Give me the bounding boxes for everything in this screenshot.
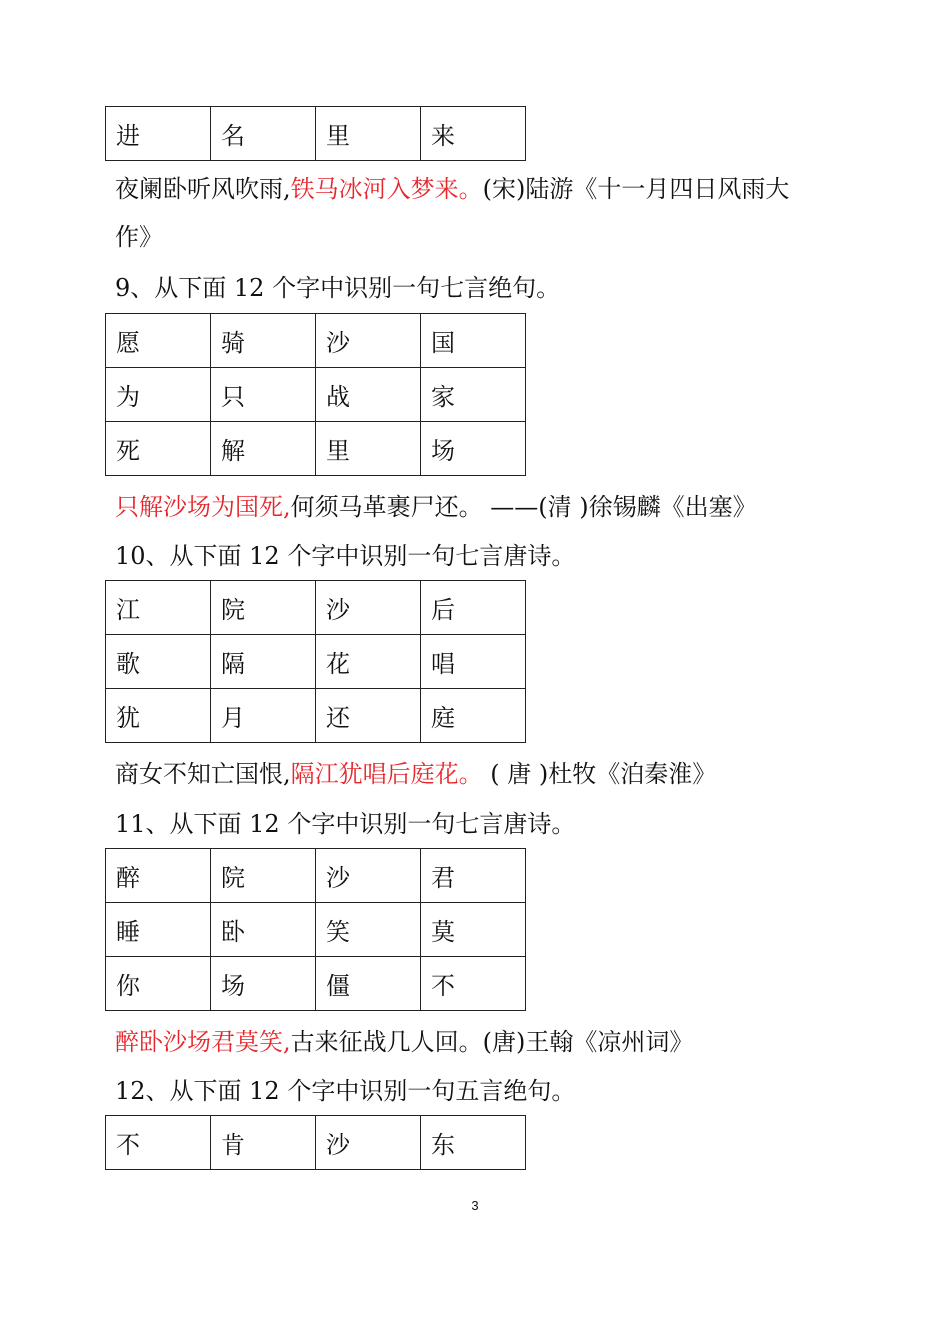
char-grid-8 xyxy=(105,106,526,161)
grid-cell: 来 xyxy=(421,107,526,161)
answer-prefix: 商女不知亡国恨, xyxy=(115,760,291,788)
grid-row xyxy=(106,635,526,689)
grid-cell: 睡 xyxy=(106,903,211,957)
page-number: 3 xyxy=(471,1198,479,1213)
grid-cell: 还 xyxy=(316,689,421,743)
grid-cell: 骑 xyxy=(211,314,316,368)
grid-row xyxy=(106,368,526,422)
answer-9 xyxy=(115,492,757,522)
grid-cell: 醉 xyxy=(106,849,211,903)
grid-cell: 只 xyxy=(211,368,316,422)
question-9: 9、从下面 12 个字中识别一句七言绝句。 xyxy=(115,274,561,302)
grid-cell: 唱 xyxy=(421,635,526,689)
answer-highlight: 隔江犹唱后庭花。 xyxy=(290,760,483,788)
answer-source: ( 唐 )杜牧《泊秦淮》 xyxy=(482,760,717,788)
grid-cell: 愿 xyxy=(106,314,211,368)
answer-source: (宋)陆游《十一月四日风雨大 xyxy=(482,175,790,203)
grid-cell: 庭 xyxy=(421,689,526,743)
grid-cell: 隔 xyxy=(211,635,316,689)
answer-10 xyxy=(115,759,716,789)
grid-cell: 沙 xyxy=(316,581,421,635)
answer-prefix: 夜阑卧听风吹雨, xyxy=(115,175,291,203)
grid-cell: 月 xyxy=(211,689,316,743)
grid-cell: 沙 xyxy=(316,1116,421,1170)
grid-cell: 笑 xyxy=(316,903,421,957)
grid-cell: 名 xyxy=(211,107,316,161)
grid-row xyxy=(106,581,526,635)
grid-cell: 君 xyxy=(421,849,526,903)
answer-source: 何须马革裹尸还。 ——(清 )徐锡麟《出塞》 xyxy=(290,493,757,521)
grid-cell: 卧 xyxy=(211,903,316,957)
char-grid-10 xyxy=(105,580,526,743)
grid-row xyxy=(106,903,526,957)
grid-cell: 你 xyxy=(106,957,211,1011)
grid-row xyxy=(106,314,526,368)
answer-highlight: 醉卧沙场君莫笑, xyxy=(115,1028,291,1056)
grid-cell: 进 xyxy=(106,107,211,161)
grid-cell: 犹 xyxy=(106,689,211,743)
grid-cell: 院 xyxy=(211,849,316,903)
answer-8 xyxy=(115,174,789,204)
grid-row xyxy=(106,422,526,476)
grid-cell: 沙 xyxy=(316,849,421,903)
grid-cell: 花 xyxy=(316,635,421,689)
grid-cell: 死 xyxy=(106,422,211,476)
grid-cell: 里 xyxy=(316,107,421,161)
char-grid-11 xyxy=(105,848,526,1011)
grid-cell: 不 xyxy=(421,957,526,1011)
grid-row xyxy=(106,107,526,161)
grid-row xyxy=(106,1116,526,1170)
answer-highlight: 只解沙场为国死, xyxy=(115,493,291,521)
grid-cell: 为 xyxy=(106,368,211,422)
answer-highlight: 铁马冰河入梦来。 xyxy=(290,175,483,203)
answer-11 xyxy=(115,1027,693,1057)
grid-cell: 沙 xyxy=(316,314,421,368)
grid-cell: 后 xyxy=(421,581,526,635)
answer-source: 古来征战几人回。(唐)王翰《凉州词》 xyxy=(290,1028,694,1056)
answer-8-cont: 作》 xyxy=(115,223,163,251)
question-10: 10、从下面 12 个字中识别一句七言唐诗。 xyxy=(115,542,576,570)
grid-cell: 里 xyxy=(316,422,421,476)
grid-cell: 场 xyxy=(211,957,316,1011)
grid-cell: 不 xyxy=(106,1116,211,1170)
grid-row xyxy=(106,957,526,1011)
grid-cell: 僵 xyxy=(316,957,421,1011)
grid-cell: 东 xyxy=(421,1116,526,1170)
question-11: 11、从下面 12 个字中识别一句七言唐诗。 xyxy=(115,810,576,838)
grid-cell: 江 xyxy=(106,581,211,635)
grid-cell: 场 xyxy=(421,422,526,476)
grid-cell: 莫 xyxy=(421,903,526,957)
grid-row xyxy=(106,689,526,743)
grid-cell: 国 xyxy=(421,314,526,368)
char-grid-12 xyxy=(105,1115,526,1170)
grid-cell: 歌 xyxy=(106,635,211,689)
grid-row xyxy=(106,849,526,903)
grid-cell: 肯 xyxy=(211,1116,316,1170)
grid-cell: 院 xyxy=(211,581,316,635)
grid-cell: 战 xyxy=(316,368,421,422)
char-grid-9 xyxy=(105,313,526,476)
grid-cell: 解 xyxy=(211,422,316,476)
grid-cell: 家 xyxy=(421,368,526,422)
question-12: 12、从下面 12 个字中识别一句五言绝句。 xyxy=(115,1077,576,1105)
